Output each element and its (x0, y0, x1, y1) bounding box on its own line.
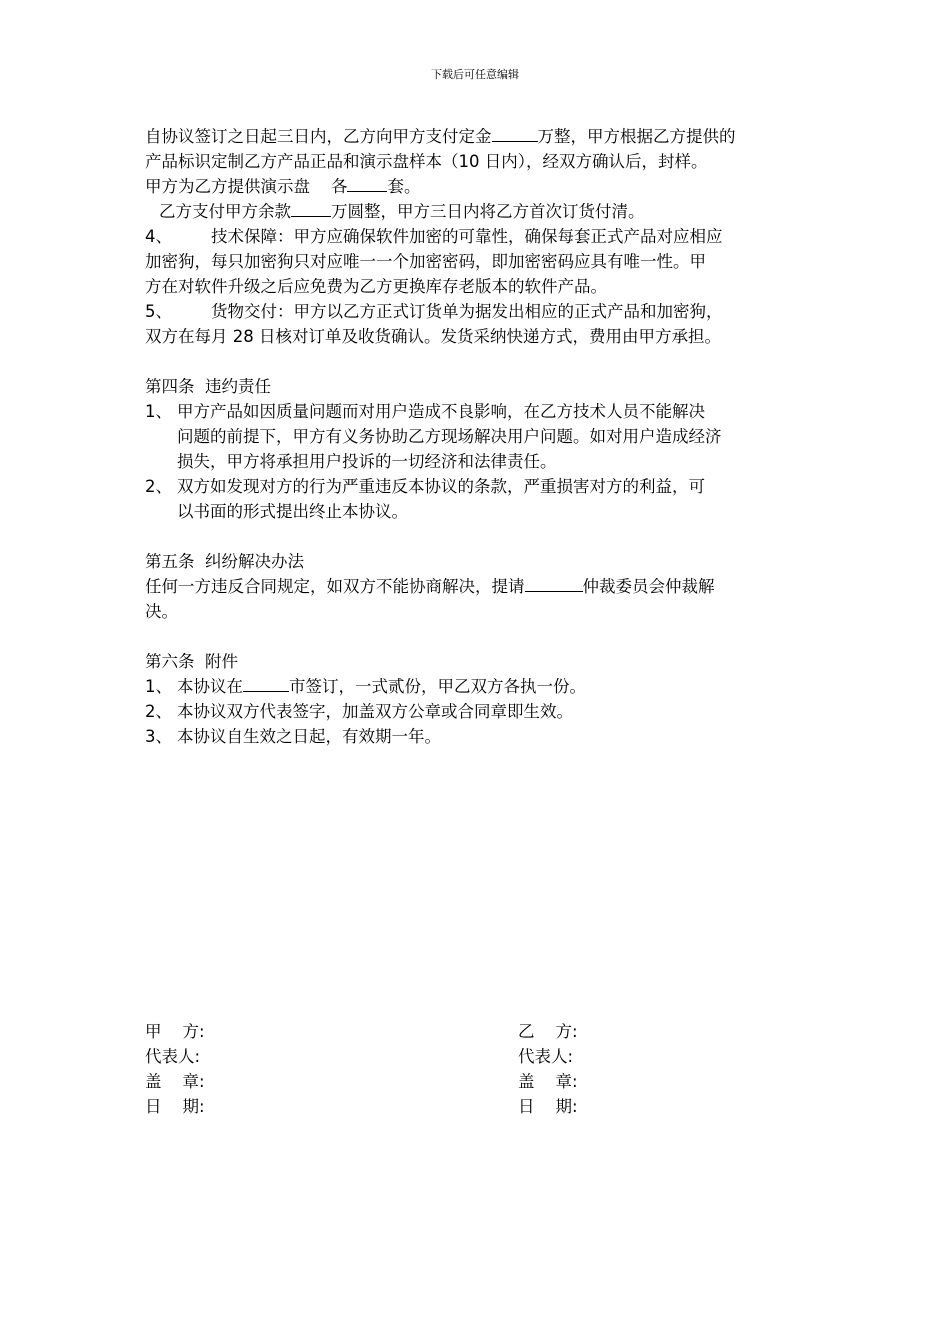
blank-signing-city (243, 674, 289, 692)
list-marker: 2、 (145, 477, 172, 496)
text: 乙方支付甲方余款 (159, 202, 291, 221)
text: 甲方为乙方提供演示盘 各 (145, 177, 348, 196)
signature-row (145, 1069, 807, 1094)
page-header: 下载后可任意编辑 (431, 68, 519, 81)
text: 问题的前提下，甲方有义务协助乙方现场解决用户问题。如对用户造成经济 (177, 427, 722, 446)
list-item (145, 724, 807, 749)
para-deposit-line3 (145, 174, 807, 199)
text: 损失，甲方将承担用户投诉的一切经济和法律责任。 (177, 452, 557, 471)
text: 双方如发现对方的行为严重违反本协议的条款，严重损害对方的利益，可 (177, 477, 705, 496)
text: 万整，甲方根据乙方提供的 (537, 127, 736, 146)
spacer (145, 349, 807, 374)
item-number: 5、 (145, 302, 172, 321)
text: 仲裁委员会仲裁解 (582, 577, 715, 596)
text: 技术保障：甲方应确保软件加密的可靠性，确保每套正式产品对应相应 (211, 227, 723, 246)
text: 万圆整，甲方三日内将乙方首次订货付清。 (331, 202, 645, 221)
text: 货物交付：甲方以乙方正式订货单为据发出相应的正式产品和加密狗， (211, 302, 723, 321)
party-b-representative: 代表人: (518, 1047, 574, 1066)
signature-row (145, 1019, 807, 1044)
article-5-line2: 决。 (145, 602, 178, 621)
text: 甲方产品如因质量问题而对用户造成不良影响，在乙方技术人员不能解决 (177, 402, 705, 421)
text: 本协议在 (177, 677, 243, 696)
item-4-line1 (145, 224, 807, 249)
text: 市签订，一式贰份，甲乙双方各执一份。 (289, 677, 586, 696)
list-marker: 2、 (145, 702, 172, 721)
list-item-body (177, 474, 807, 524)
item-5-line1 (145, 299, 807, 324)
list-item-body (177, 399, 807, 474)
party-a-label: 甲 方: (145, 1022, 205, 1041)
list-item (145, 674, 807, 699)
document-body (145, 124, 807, 749)
blank-deposit-amount (492, 124, 538, 142)
signature-block (145, 1019, 807, 1119)
list-marker: 1、 (145, 402, 172, 421)
party-b-date: 日 期: (518, 1097, 578, 1116)
list-marker: 1、 (145, 677, 172, 696)
list-item-body (177, 674, 807, 699)
para-balance (145, 199, 807, 224)
blank-arbitration-committee (525, 574, 583, 592)
item-number: 4、 (145, 227, 172, 246)
para-deposit-line1 (145, 124, 807, 149)
article-6-title: 第六条 附件 (145, 652, 238, 671)
item-4-line3: 方在对软件升级之后应免费为乙方更换库存老版本的软件产品。 (145, 277, 607, 296)
item-5-line2: 双方在每月 28 日核对订单及收货确认。发货采纳快递方式，费用由甲方承担。 (145, 327, 721, 346)
blank-balance-amount (291, 199, 331, 217)
party-b-label: 乙 方: (518, 1022, 578, 1041)
blank-demo-count (347, 174, 387, 192)
list-item-body: 本协议自生效之日起，有效期一年。 (177, 727, 441, 746)
para-deposit-line2: 产品标识定制乙方产品正品和演示盘样本（10 日内），经双方确认后，封样。 (145, 152, 708, 171)
article-5-title: 第五条 纠纷解决办法 (145, 552, 304, 571)
text: 自协议签订之日起三日内，乙方向甲方支付定金 (145, 127, 492, 146)
spacer (145, 524, 807, 549)
party-a-date: 日 期: (145, 1097, 205, 1116)
text: 套。 (387, 177, 421, 196)
signature-row (145, 1044, 807, 1069)
signature-row (145, 1094, 807, 1119)
list-marker: 3、 (145, 727, 172, 746)
party-a-representative: 代表人: (145, 1047, 201, 1066)
item-4-line2: 加密狗，每只加密狗只对应唯一一个加密密码，即加密密码应具有唯一性。甲 (145, 252, 706, 271)
list-item (145, 399, 807, 474)
article-4-title: 第四条 违约责任 (145, 377, 271, 396)
party-b-seal: 盖 章: (518, 1072, 578, 1091)
text: 以书面的形式提出终止本协议。 (177, 502, 408, 521)
article-5-line1 (145, 574, 807, 599)
spacer (145, 624, 807, 649)
list-item (145, 699, 807, 724)
text: 任何一方违反合同规定，如双方不能协商解决，提请 (145, 577, 525, 596)
list-item (145, 474, 807, 524)
party-a-seal: 盖 章: (145, 1072, 205, 1091)
list-item-body: 本协议双方代表签字，加盖双方公章或合同章即生效。 (177, 702, 573, 721)
